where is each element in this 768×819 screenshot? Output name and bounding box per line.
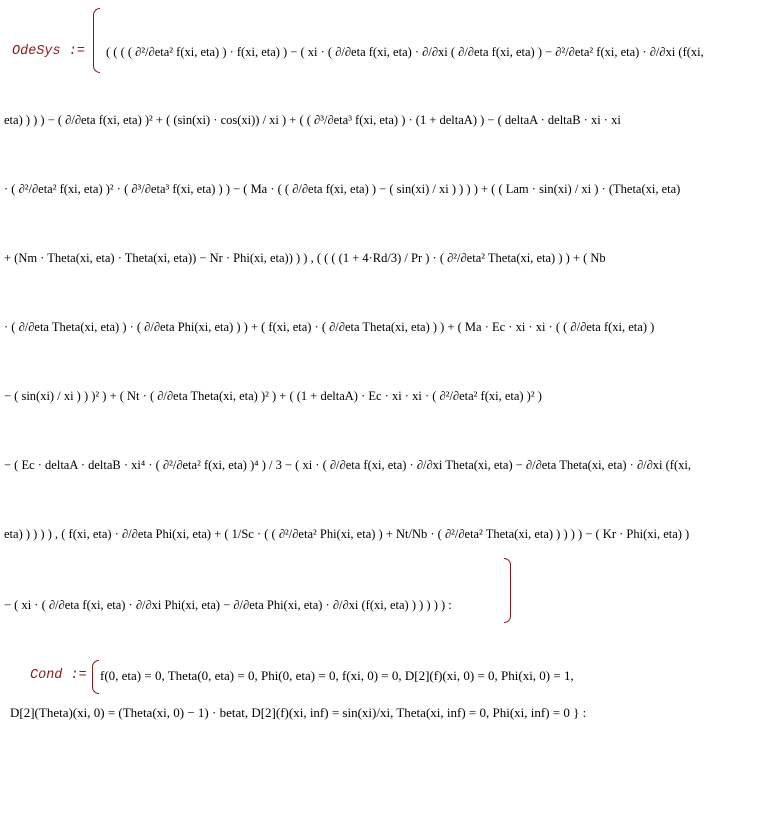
odesys-line-3: · ( ∂²/∂eta² f(xi, eta) )² · ( ∂³/∂eta³ f(xi, eta) ) ) − ( Ma · ( ( ∂/∂eta f(xi, eta) ) − ( sin(xi) / xi ) ) ) ) + ( ( Lam · sin(xi) / xi ) · (Theta(xi, eta) [4,182,681,196]
odesys-line-4: + (Nm · Theta(xi, eta) · Theta(xi, eta)) − Nr · Phi(xi, eta)) ) ) , ( ( ( (1 + 4·Rd/3) / Pr ) · ( ∂²/∂eta² Theta(xi, eta) ) ) + ( Nb [4,251,606,265]
assign-operator: := [68,44,85,59]
odesys-close-brace [504,558,511,623]
odesys-line-9: − ( xi · ( ∂/∂eta f(xi, eta) · ∂/∂xi Phi(xi, eta) − ∂/∂eta Phi(xi, eta) · ∂/∂xi (f(xi, eta) ) ) ) ) ) : [4,598,452,612]
cond-open-brace [92,660,99,694]
cond-line-1: f(0, eta) = 0, Theta(0, eta) = 0, Phi(0, eta) = 0, f(xi, 0) = 0, D[2](f)(xi, 0) = 0, Phi(xi, 0) = 1, [100,668,574,683]
odesys-line-6: − ( sin(xi) / xi ) ) )² ) + ( Nt · ( ∂/∂eta Theta(xi, eta) )² ) + ( (1 + deltaA) · Ec · xi · xi · ( ∂²/∂eta² f(xi, eta) )² ) [4,389,542,403]
odesys-line-5: · ( ∂/∂eta Theta(xi, eta) ) · ( ∂/∂eta Phi(xi, eta) ) ) + ( f(xi, eta) · ( ∂/∂eta Theta(xi, eta) ) ) + ( Ma · Ec · xi · xi · ( ( ∂/∂eta f(xi, eta) ) [4,320,655,334]
odesys-label: OdeSys := [12,44,85,59]
odesys-line-7: − ( Ec · deltaA · deltaB · xi⁴ · ( ∂²/∂eta² f(xi, eta) )⁴ ) / 3 − ( xi · ( ∂/∂eta f(xi, eta) · ∂/∂xi Theta(xi, eta) − ∂/∂eta Theta(xi, eta) · ∂/∂xi (f(xi, [4,458,691,472]
cond-label: Cond := [30,668,87,683]
odesys-line-1: ( ( ( ( ∂²/∂eta² f(xi, eta) ) · f(xi, eta) ) − ( xi · ( ∂/∂eta f(xi, eta) · ∂/∂xi ( ∂/∂eta f(xi, eta) ) − ∂²/∂eta² f(xi, eta) · ∂/∂xi (f(xi, [106,45,704,59]
odesys-line-2: eta) ) ) ) − ( ∂/∂eta f(xi, eta) )² + ( (sin(xi) · cos(xi)) / xi ) + ( ( ∂³/∂eta³ f(xi, eta) ) · (1 + deltaA) ) − ( deltaA · deltaB · xi · xi [4,113,621,127]
cond-line-2: D[2](Theta)(xi, 0) = (Theta(xi, 0) − 1) · betat, D[2](f)(xi, inf) = sin(xi)/xi, Theta(xi, inf) = 0, Phi(xi, inf) = 0 } : [10,705,587,720]
odesys-line-8: eta) ) ) ) ) , ( f(xi, eta) · ∂/∂eta Phi(xi, eta) + ( 1/Sc · ( ( ∂²/∂eta² Phi(xi, eta) ) + Nt/Nb · ( ∂²/∂eta² Theta(xi, eta) ) ) ) ) − ( Kr · Phi(xi, eta) ) [4,527,690,541]
cond-assign-operator: := [70,668,87,683]
odesys-open-brace [93,8,100,73]
